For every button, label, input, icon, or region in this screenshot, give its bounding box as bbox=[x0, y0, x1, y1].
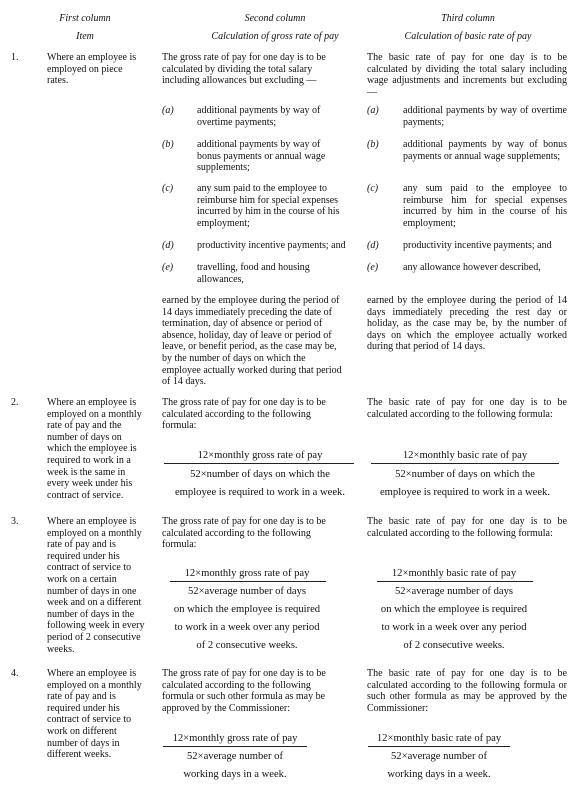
row1-gross-item-a bbox=[197, 105, 320, 128]
row4-basic-numerator: 12×monthly basic rate of pay bbox=[376, 733, 502, 744]
row1-basic-item-a: additional payments by way of overtime payments; bbox=[403, 105, 567, 128]
row3-gross-fraction-bar bbox=[170, 581, 326, 582]
text-line: including allowances but excluding — bbox=[162, 75, 317, 87]
text-line: employee actually worked during that period bbox=[162, 364, 342, 376]
text-line: employed on a monthly bbox=[47, 408, 142, 420]
text-line: earned by the employee during the period of bbox=[162, 295, 340, 306]
text-line: working days in a week. bbox=[387, 769, 491, 780]
row4-gross-intro bbox=[162, 668, 326, 714]
text-line: required to work in a bbox=[47, 454, 131, 466]
row3-basic-fraction-bar bbox=[377, 581, 533, 582]
row1-gross-item-b bbox=[197, 139, 325, 174]
item-number-3: 3. bbox=[11, 516, 19, 527]
row2-gross-numerator: 12×monthly gross rate of pay bbox=[197, 450, 323, 461]
text-line: rate of pay and is bbox=[47, 691, 116, 703]
text-line: overtime payments; bbox=[197, 116, 277, 128]
row1-basic-item-c: any sum paid to the employee to reimburse him for special expenses incurred by him in the course of his employment; bbox=[403, 183, 567, 229]
text-line: supplements; bbox=[197, 162, 250, 174]
text-line: by the number of days on which the bbox=[162, 352, 306, 364]
text-line: weeks. bbox=[47, 643, 75, 655]
text-line: Where an employee is bbox=[47, 668, 137, 679]
text-line: rate of pay and the bbox=[47, 420, 122, 432]
text-line: rate of pay and is bbox=[47, 539, 116, 551]
row1-basic-label-b: (b) bbox=[367, 139, 379, 150]
item-number-4: 4. bbox=[11, 668, 19, 679]
row3-gross-numerator: 12×monthly gross rate of pay bbox=[184, 568, 310, 579]
row4-gross-numerator: 12×monthly gross rate of pay bbox=[172, 733, 298, 744]
row3-basic-intro: The basic rate of pay for one day is to be calculated according to the following formula: bbox=[367, 516, 567, 539]
row1-basic-item-b: additional payments by way of bonus payments or annual wage supplements; bbox=[403, 139, 567, 162]
text-line: employee is required to work in a week. bbox=[379, 487, 551, 498]
row1-basic-tail: earned by the employee during the period of 14 days immediately preceding the rest day or holiday, as the case may be, by the number of days on which the employee actually worked during that period of 14 days. bbox=[367, 295, 567, 353]
row1-basic-item-d: productivity incentive payments; and bbox=[403, 240, 552, 251]
text-line: work on different bbox=[47, 725, 117, 737]
text-line: required under his bbox=[47, 550, 120, 562]
row4-basic-fraction-bar bbox=[368, 746, 510, 747]
row1-basic-label-d: (d) bbox=[367, 240, 379, 251]
row3-gross-intro bbox=[162, 516, 326, 551]
text-line: on which the employee is required bbox=[380, 604, 528, 615]
item-number-2: 2. bbox=[11, 397, 19, 408]
text-line: working days in a week. bbox=[183, 769, 287, 780]
text-line: different weeks. bbox=[47, 749, 112, 761]
row1-gross-item-d bbox=[197, 240, 346, 252]
text-line: The gross rate of pay for one day is to be bbox=[162, 516, 326, 527]
text-line: contract of service to bbox=[47, 714, 132, 726]
text-line: Where an employee is bbox=[47, 397, 137, 408]
text-line: additional payments by way of bbox=[197, 105, 321, 116]
item-1-description bbox=[47, 52, 136, 87]
row1-gross-label-d: (d) bbox=[162, 240, 174, 251]
row1-gross-label-a: (a) bbox=[162, 105, 174, 116]
item-3-description bbox=[47, 516, 144, 655]
text-line: calculated according to the following bbox=[162, 527, 311, 539]
text-line: to work in a week over any period bbox=[174, 622, 320, 633]
text-line: every week under his bbox=[47, 478, 133, 490]
text-line: 52×average number of bbox=[187, 751, 283, 762]
text-line: 52×average number of days bbox=[394, 586, 514, 597]
basic-rate-heading: Calculation of basic rate of pay bbox=[404, 31, 532, 42]
row2-gross-fraction-bar bbox=[164, 463, 354, 464]
text-line: which the employee is bbox=[47, 443, 137, 455]
text-line: work on a certain bbox=[47, 573, 117, 585]
text-line: Where an employee is bbox=[47, 516, 137, 527]
text-line: rates. bbox=[47, 75, 69, 87]
row2-basic-denominator bbox=[367, 466, 563, 502]
text-line: contract of service. bbox=[47, 489, 124, 501]
row1-gross-item-e bbox=[197, 262, 310, 285]
text-line: employee is required to work in a week. bbox=[174, 487, 346, 498]
gross-rate-heading: Calculation of gross rate of pay bbox=[211, 31, 339, 42]
row1-basic-label-c: (c) bbox=[367, 183, 379, 194]
text-line: formula or such other formula as may be bbox=[162, 691, 326, 703]
text-line: employment; bbox=[197, 217, 250, 229]
text-line: Where an employee is bbox=[47, 52, 137, 63]
text-line: of 2 consecutive weeks. bbox=[196, 640, 298, 651]
text-line: leave, or benefit period, as the case may be, bbox=[162, 341, 337, 353]
text-line: calculated by dividing the total salary bbox=[162, 63, 313, 75]
text-line: incurred by him in the course of his bbox=[197, 206, 340, 218]
text-line: of 14 days. bbox=[162, 376, 207, 388]
text-line: number of days in bbox=[47, 737, 120, 749]
third-column-heading: Third column bbox=[441, 13, 495, 24]
text-line: on which the employee is required bbox=[173, 604, 321, 615]
text-line: week is the same in bbox=[47, 466, 126, 478]
text-line: 52×average number of days bbox=[187, 586, 307, 597]
text-line: following week in every bbox=[47, 620, 145, 632]
text-line: termination, day of absence or period of bbox=[162, 318, 323, 330]
row4-gross-denominator bbox=[160, 748, 310, 784]
row1-basic-label-e: (e) bbox=[367, 262, 379, 273]
text-line: employed on a monthly bbox=[47, 527, 142, 539]
row3-basic-denominator bbox=[363, 583, 545, 655]
item-4-description bbox=[47, 668, 142, 761]
row1-gross-label-b: (b) bbox=[162, 139, 174, 150]
text-line: productivity incentive payments; and bbox=[197, 240, 346, 251]
row3-basic-numerator: 12×monthly basic rate of pay bbox=[391, 568, 517, 579]
text-line: 52×average number of bbox=[391, 751, 487, 762]
row1-gross-intro bbox=[162, 52, 326, 87]
text-line: employed on a monthly bbox=[47, 679, 142, 691]
text-line: The gross rate of pay for one day is to be bbox=[162, 397, 326, 408]
text-line: allowances, bbox=[197, 273, 244, 285]
row2-basic-numerator: 12×monthly basic rate of pay bbox=[402, 450, 528, 461]
text-line: calculated according to the following bbox=[162, 679, 311, 691]
text-line: absence, holiday, day of leave or period of bbox=[162, 329, 332, 341]
row2-gross-denominator bbox=[162, 466, 358, 502]
text-line: reimburse him for special expenses bbox=[197, 194, 339, 206]
text-line: contract of service to bbox=[47, 562, 132, 574]
text-line: formula: bbox=[162, 420, 197, 432]
row1-basic-intro: The basic rate of pay for one day is to be calculated by dividing the total salary including wage adjustments and increments but excluding — bbox=[367, 52, 567, 98]
row1-gross-label-c: (c) bbox=[162, 183, 174, 194]
row4-basic-denominator bbox=[364, 748, 514, 784]
text-line: 52×number of days on which the bbox=[190, 469, 330, 480]
item-2-description bbox=[47, 397, 142, 501]
row1-basic-label-a: (a) bbox=[367, 105, 379, 116]
text-line: 52×number of days on which the bbox=[395, 469, 535, 480]
text-line: number of days in one bbox=[47, 585, 137, 597]
text-line: calculated according to the following bbox=[162, 408, 311, 420]
text-line: period of 2 consecutive bbox=[47, 631, 141, 643]
row1-gross-item-c bbox=[197, 183, 339, 229]
first-column-heading: First column bbox=[59, 13, 111, 24]
text-line: any sum paid to the employee to bbox=[197, 183, 327, 194]
item-number-1: 1. bbox=[11, 52, 19, 63]
text-line: number of days in the bbox=[47, 608, 135, 620]
text-line: required under his bbox=[47, 702, 120, 714]
row3-gross-denominator bbox=[158, 583, 336, 655]
item-heading: Item bbox=[76, 31, 94, 42]
text-line: approved by the Commissioner: bbox=[162, 702, 291, 714]
row4-basic-intro: The basic rate of pay for one day is to be calculated according to the following formula or such other formula as may be approved by the Commissioner: bbox=[367, 668, 567, 714]
text-line: of 2 consecutive weeks. bbox=[403, 640, 505, 651]
second-column-heading: Second column bbox=[244, 13, 306, 24]
text-line: formula: bbox=[162, 539, 197, 551]
text-line: week and on a different bbox=[47, 597, 142, 609]
row2-basic-fraction-bar bbox=[371, 463, 559, 464]
text-line: bonus payments or annual wage bbox=[197, 150, 326, 162]
text-line: additional payments by way of bbox=[197, 139, 321, 150]
row1-basic-item-e: any allowance however described, bbox=[403, 262, 541, 273]
row1-gross-tail bbox=[162, 295, 342, 388]
row2-basic-intro: The basic rate of pay for one day is to be calculated according to the following formula: bbox=[367, 397, 567, 420]
text-line: number of days on bbox=[47, 431, 122, 443]
text-line: travelling, food and housing bbox=[197, 262, 310, 273]
row2-gross-intro bbox=[162, 397, 326, 432]
text-line: The gross rate of pay for one day is to be bbox=[162, 52, 326, 63]
text-line: to work in a week over any period bbox=[381, 622, 527, 633]
text-line: employed on piece bbox=[47, 63, 123, 75]
text-line: The gross rate of pay for one day is to be bbox=[162, 668, 326, 679]
text-line: 14 days immediately preceding the date of bbox=[162, 306, 332, 318]
row4-gross-fraction-bar bbox=[163, 746, 307, 747]
row1-gross-label-e: (e) bbox=[162, 262, 174, 273]
